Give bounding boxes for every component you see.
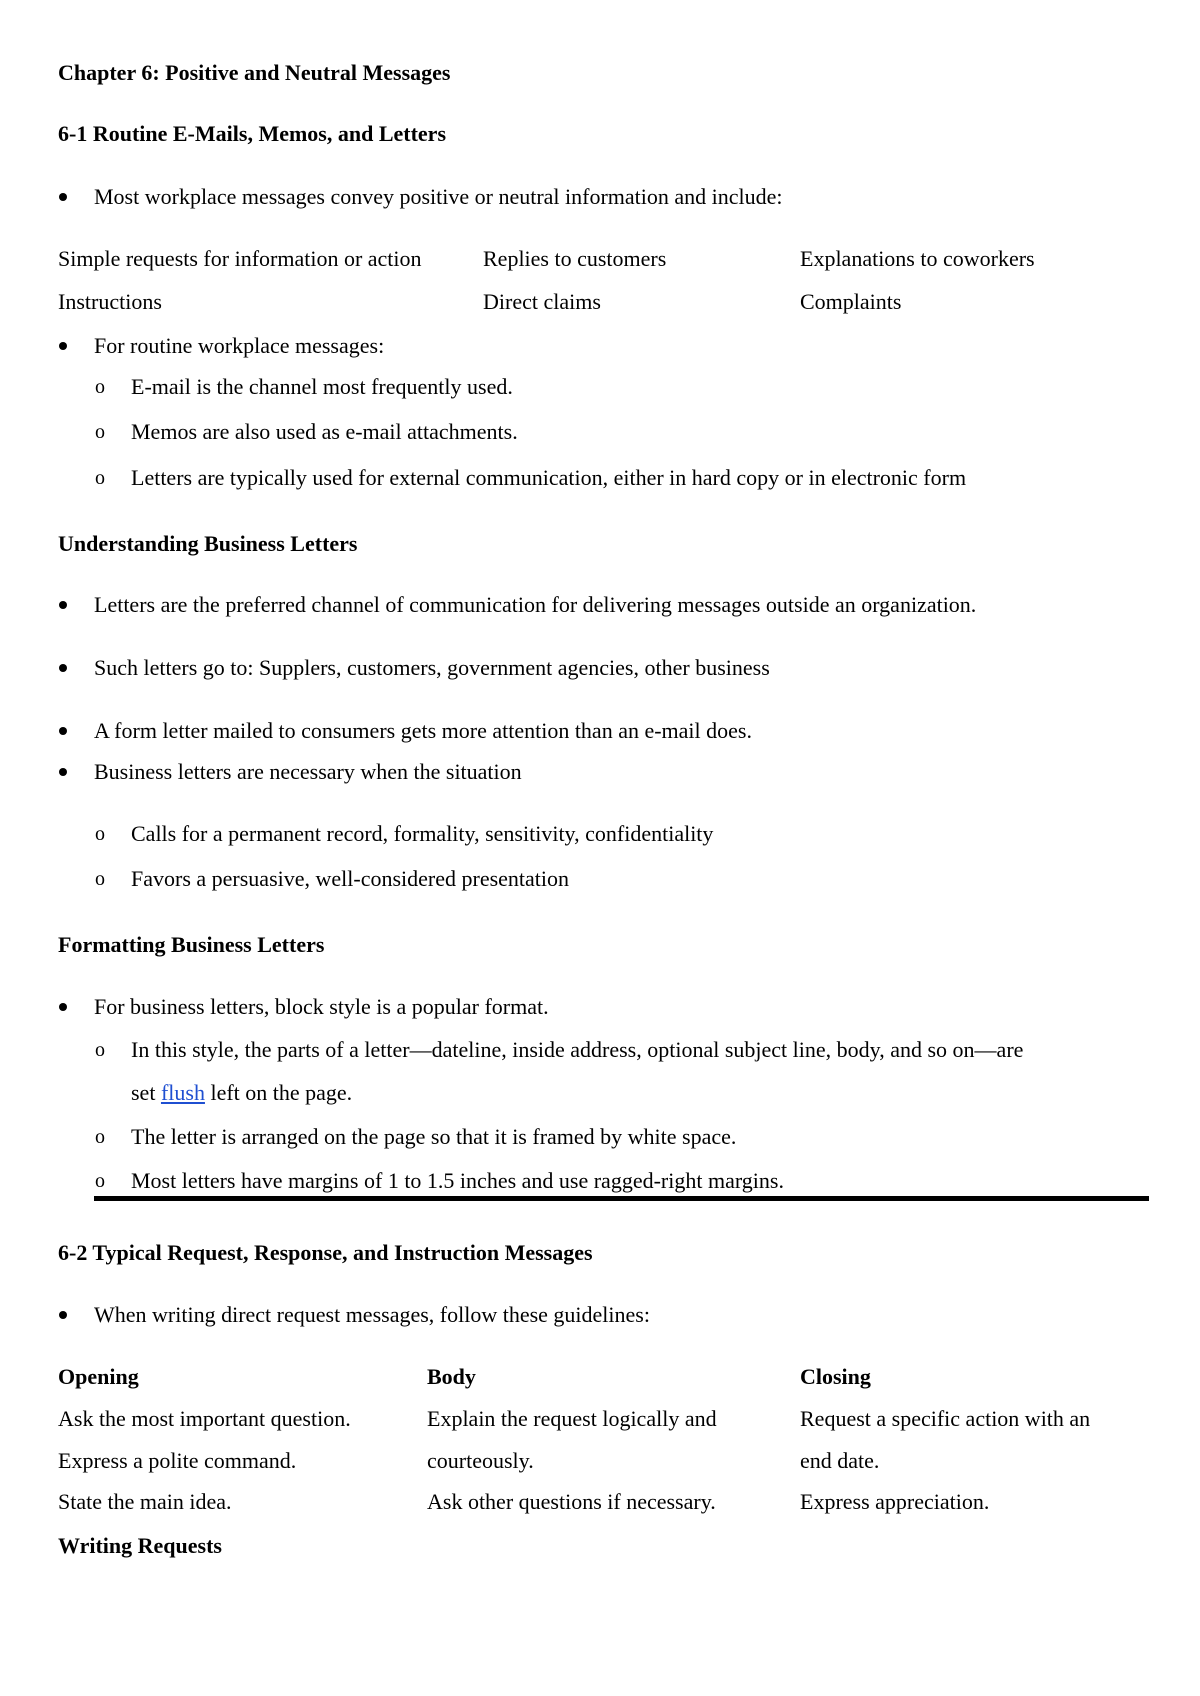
bullet-item (0, 994, 1200, 1020)
column-heading-opening: Opening (58, 1364, 139, 1389)
sub-bullet-text: E-mail is the channel most frequently used. (131, 374, 513, 399)
sub-bullet-icon: o (95, 823, 105, 845)
table-cell: State the main idea. (58, 1489, 232, 1514)
sub-bullet-icon: o (95, 1039, 105, 1061)
table-cell: Ask other questions if necessary. (427, 1489, 716, 1514)
bullet-icon (59, 342, 67, 350)
text-after-link: left on the page. (204, 1080, 353, 1105)
table-cell: end date. (800, 1448, 880, 1473)
sub-bullet-icon: o (95, 421, 105, 443)
table-cell: Complaints (800, 289, 902, 314)
table-cell: courteously. (427, 1448, 534, 1473)
sub-bullet-item (0, 1037, 1200, 1063)
sub-bullet-item (0, 465, 1200, 491)
bullet-text: For business letters, block style is a popular format. (94, 994, 549, 1019)
bullet-text: Letters are the preferred channel of communication for delivering messages outside an organization. (94, 592, 977, 617)
bullet-text: Most workplace messages convey positive or neutral information and include: (94, 184, 783, 209)
bullet-item (0, 759, 1200, 785)
bullet-item (0, 592, 1200, 618)
table-cell: Explanations to coworkers (800, 246, 1035, 271)
bullet-icon (59, 1311, 67, 1319)
sub-bullet-item (0, 1168, 1200, 1194)
sub-bullet-item (0, 419, 1200, 445)
sub-bullet-item (0, 374, 1200, 400)
bullet-text: When writing direct request messages, follow these guidelines: (94, 1302, 650, 1327)
sub-bullet-text: The letter is arranged on the page so that it is framed by white space. (131, 1124, 737, 1149)
table-cell: Instructions (58, 289, 162, 314)
writing-requests-title: Writing Requests (58, 1533, 222, 1558)
sub-bullet-icon: o (95, 467, 105, 489)
column-heading-closing: Closing (800, 1364, 871, 1389)
understanding-title: Understanding Business Letters (58, 531, 358, 556)
section-6-1-title: 6-1 Routine E-Mails, Memos, and Letters (58, 121, 447, 146)
sub-bullet-text: Memos are also used as e-mail attachments. (131, 419, 518, 444)
bullet-text: Business letters are necessary when the situation (94, 759, 522, 784)
bullet-icon (59, 1003, 67, 1011)
section-6-2-title: 6-2 Typical Request, Response, and Instruction Messages (58, 1240, 593, 1265)
table-cell: Express a polite command. (58, 1448, 297, 1473)
sub-bullet-icon: o (95, 376, 105, 398)
table-cell: Replies to customers (483, 246, 667, 271)
sub-bullet-text: In this style, the parts of a letter—dateline, inside address, optional subject line, body, and so on—are (131, 1037, 1024, 1062)
sub-bullet-text: Calls for a permanent record, formality, sensitivity, confidentiality (131, 821, 714, 846)
sub-bullet-icon: o (95, 1170, 105, 1192)
table-cell: Request a specific action with an (800, 1406, 1091, 1431)
sub-bullet-icon: o (95, 868, 105, 890)
bullet-text: Such letters go to: Supplers, customers, government agencies, other business (94, 655, 770, 680)
table-cell: Ask the most important question. (58, 1406, 351, 1431)
bullet-icon (59, 193, 67, 201)
sub-bullet-text (131, 1080, 352, 1106)
bullet-item (0, 655, 1200, 681)
bullet-item (0, 1302, 1200, 1328)
sub-bullet-text: Most letters have margins of 1 to 1.5 inches and use ragged-right margins. (131, 1168, 784, 1193)
sub-bullet-text: Favors a persuasive, well-considered presentation (131, 866, 570, 891)
bullet-icon (59, 601, 67, 609)
bullet-text: A form letter mailed to consumers gets more attention than an e-mail does. (94, 718, 752, 743)
formatting-title: Formatting Business Letters (58, 932, 325, 957)
table-cell: Direct claims (483, 289, 601, 314)
chapter-title: Chapter 6: Positive and Neutral Messages (58, 60, 451, 85)
sub-bullet-text: Letters are typically used for external communication, either in hard copy or in electronic form (131, 465, 967, 490)
flush-link[interactable]: flush (160, 1080, 205, 1105)
text-before-link: set (131, 1080, 161, 1105)
bullet-icon (59, 727, 67, 735)
table-cell: Express appreciation. (800, 1489, 990, 1514)
horizontal-divider (94, 1196, 1149, 1201)
bullet-item (0, 184, 1200, 210)
bullet-text: For routine workplace messages: (94, 333, 385, 358)
bullet-item (0, 718, 1200, 744)
table-cell: Explain the request logically and (427, 1406, 717, 1431)
bullet-icon (59, 664, 67, 672)
sub-bullet-icon: o (95, 1126, 105, 1148)
bullet-icon (59, 768, 67, 776)
sub-bullet-item (0, 866, 1200, 892)
bullet-item (0, 333, 1200, 359)
sub-bullet-item (0, 821, 1200, 847)
column-heading-body: Body (427, 1364, 476, 1389)
sub-bullet-item (0, 1124, 1200, 1150)
sub-bullet-continuation (0, 1080, 1200, 1106)
table-cell: Simple requests for information or action (58, 246, 422, 271)
